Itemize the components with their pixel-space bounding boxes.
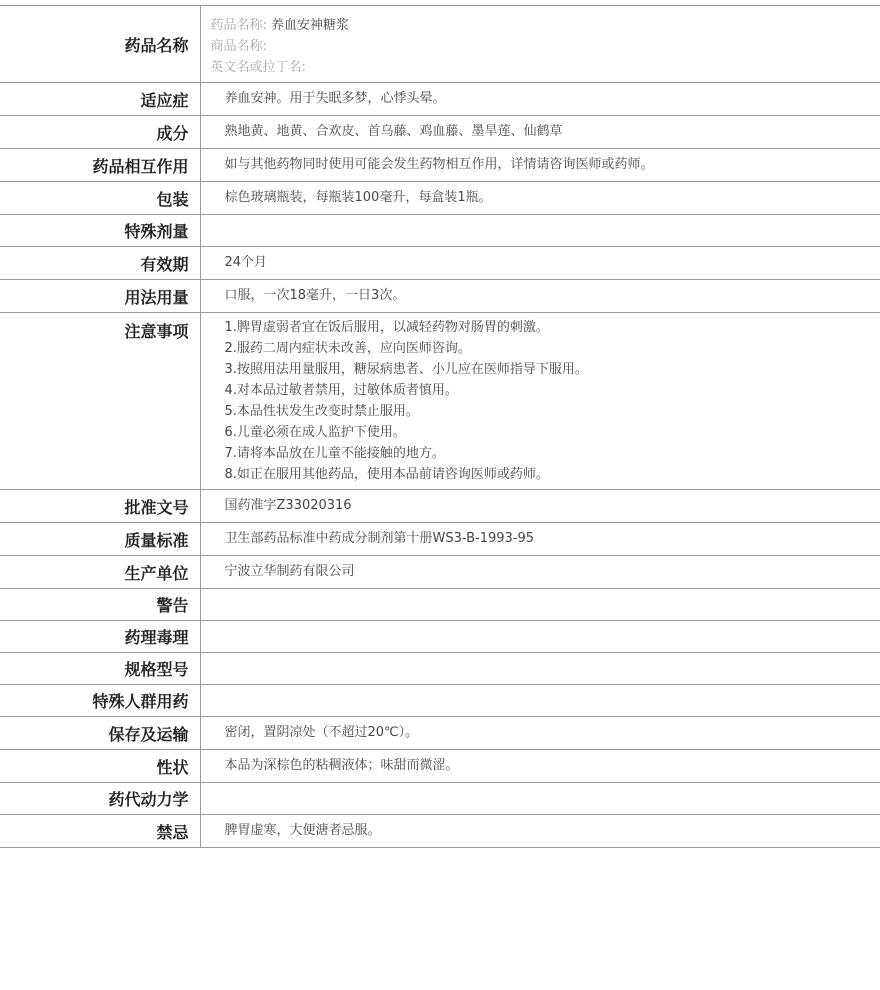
row-indications xyxy=(0,83,880,116)
row-label: 禁忌 xyxy=(0,815,200,848)
row-label: 保存及运输 xyxy=(0,717,200,750)
trade-name-key: 商品名称: xyxy=(210,39,267,54)
row-value: 棕色玻璃瓶装，每瓶装100毫升，每盒装1瓶。 xyxy=(224,190,492,205)
row-label: 特殊剂量 xyxy=(0,215,200,247)
latin-name-key: 英文名或拉丁名: xyxy=(210,60,306,75)
row-value: 国药准字Z33020316 xyxy=(224,498,352,513)
row-value: 如与其他药物同时使用可能会发生药物相互作用，详情请咨询医师或药师。 xyxy=(224,157,654,172)
row-value xyxy=(200,685,880,717)
row-value: 宁波立华制药有限公司 xyxy=(224,564,355,579)
row-quality-standard xyxy=(0,523,880,556)
row-manufacturer xyxy=(0,556,880,589)
precaution-item: 8.如正在服用其他药品，使用本品前请咨询医师或药师。 xyxy=(224,467,549,482)
product-name-block xyxy=(200,6,880,83)
row-storage xyxy=(0,717,880,750)
row-value: 脾胃虚寒，大便溏者忌服。 xyxy=(224,823,381,838)
row-approval-number xyxy=(0,490,880,523)
row-description xyxy=(0,750,880,783)
row-interactions xyxy=(0,149,880,182)
row-value xyxy=(200,589,880,621)
row-packaging xyxy=(0,182,880,215)
row-value: 熟地黄、地黄、合欢皮、首乌藤、鸡血藤、墨旱莲、仙鹤草 xyxy=(224,124,563,139)
row-value xyxy=(200,621,880,653)
row-special-populations xyxy=(0,685,880,717)
row-contraindications xyxy=(0,815,880,848)
row-special-dosage xyxy=(0,215,880,247)
trade-name-line xyxy=(211,36,880,57)
row-label: 用法用量 xyxy=(0,280,200,313)
precaution-item: 2.服药二周内症状未改善，应向医师咨询。 xyxy=(224,341,471,356)
row-label: 有效期 xyxy=(0,247,200,280)
row-pharmacokinetics xyxy=(0,783,880,815)
row-label: 适应症 xyxy=(0,83,200,116)
row-pharmacology xyxy=(0,621,880,653)
precaution-item: 7.请将本品放在儿童不能接触的地方。 xyxy=(224,446,445,461)
row-label: 批准文号 xyxy=(0,490,200,523)
row-value: 口服，一次18毫升，一日3次。 xyxy=(224,288,406,303)
row-value: 密闭，置阴凉处（不超过20℃）。 xyxy=(224,725,419,740)
precaution-item: 6.儿童必须在成人监护下使用。 xyxy=(224,425,406,440)
row-specification xyxy=(0,653,880,685)
generic-name-key: 药品名称: xyxy=(210,18,267,33)
row-label: 注意事项 xyxy=(0,313,200,490)
row-dosage xyxy=(0,280,880,313)
row-precautions xyxy=(0,313,880,490)
row-label: 药品名称 xyxy=(0,6,200,83)
row-ingredients xyxy=(0,116,880,149)
row-label: 生产单位 xyxy=(0,556,200,589)
row-shelf-life xyxy=(0,247,880,280)
generic-name-value: 养血安神糖浆 xyxy=(271,18,350,33)
row-label: 成分 xyxy=(0,116,200,149)
precaution-item: 5.本品性状发生改变时禁止服用。 xyxy=(224,404,419,419)
row-value xyxy=(200,215,880,247)
generic-name-line xyxy=(211,15,880,36)
row-value: 养血安神。用于失眠多梦，心悸头晕。 xyxy=(224,91,446,106)
row-label: 特殊人群用药 xyxy=(0,685,200,717)
row-label: 药理毒理 xyxy=(0,621,200,653)
latin-name-line xyxy=(211,57,880,78)
row-label: 药代动力学 xyxy=(0,783,200,815)
row-label: 包装 xyxy=(0,182,200,215)
row-label: 警告 xyxy=(0,589,200,621)
precautions-list xyxy=(200,313,880,490)
row-value: 本品为深棕色的粘稠液体；味甜而微涩。 xyxy=(224,758,459,773)
row-label: 质量标准 xyxy=(0,523,200,556)
drug-spec-table xyxy=(0,5,880,848)
row-value: 卫生部药品标准中药成分制剂第十册WS3-B-1993-95 xyxy=(224,531,535,546)
row-product-name xyxy=(0,6,880,83)
precaution-item: 1.脾胃虚弱者宜在饭后服用，以减轻药物对肠胃的刺激。 xyxy=(224,320,549,335)
row-value: 24个月 xyxy=(224,255,268,270)
row-value xyxy=(200,783,880,815)
row-warning xyxy=(0,589,880,621)
row-label: 药品相互作用 xyxy=(0,149,200,182)
row-label: 规格型号 xyxy=(0,653,200,685)
row-label: 性状 xyxy=(0,750,200,783)
drug-info-sheet xyxy=(0,5,880,848)
row-value xyxy=(200,653,880,685)
precaution-item: 3.按照用法用量服用，糖尿病患者、小儿应在医师指导下服用。 xyxy=(224,362,588,377)
precaution-item: 4.对本品过敏者禁用，过敏体质者慎用。 xyxy=(224,383,458,398)
